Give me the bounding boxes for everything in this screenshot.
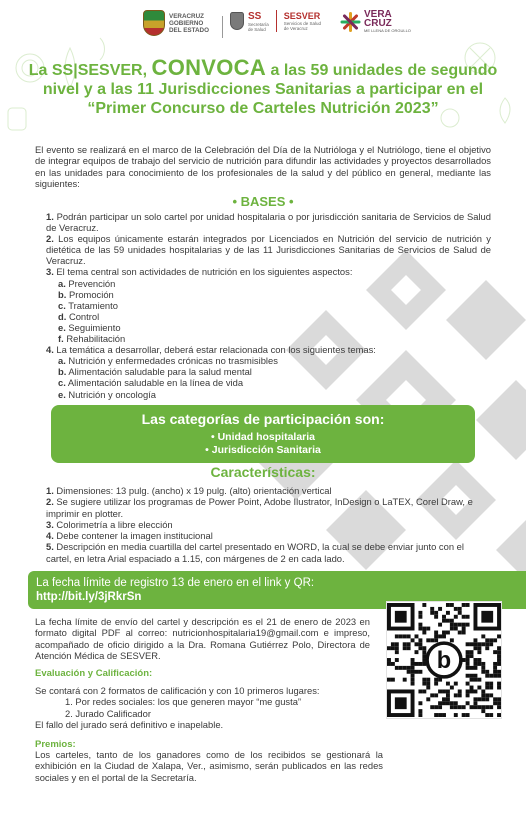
ss-sesver-logo (230, 10, 321, 32)
headline-part-2: a las 59 unidades de segundo nivel y a las 11 Jurisdicciones Sanitarias a participar en el “Primer Concurso de Carteles Nutrición 2023” (42, 62, 498, 117)
caracteristicas-list (46, 485, 491, 564)
ss-emblem-icon (230, 12, 244, 30)
caracteristica-item: 3. Colorimetría a libre elección (46, 518, 173, 530)
bases-subitem: a. Nutrición y enfermedades crónicas no trasmisibles (58, 355, 278, 367)
veracruz-shield-icon (143, 10, 165, 36)
bases-item: 2. Los equipos únicamente estarán integrados por Licenciados en Nutrición del servicio de nutrición y dietética de las 59 unidades hospitalarias y de las 11 Jurisdicciones Sanitarias de Servicios de Salud de Veracruz. (46, 233, 491, 267)
headline (20, 55, 506, 118)
bases-item: 4. La temática a desarrollar, deberá estar relacionada con los siguientes temas: (46, 344, 376, 356)
intro-paragraph: El evento se realizará en el marco de la Celebración del Día de la Nutrióloga y el Nutriólogo, tiene el objetivo de integrar equipos de trabajo del servicio de nutrición para difundir las actividades y proyectos desarrollados en las unidades para conocimiento de los profesionales de la salud y del público en general, mediante las siguientes: (35, 144, 491, 189)
ss-logo-sub-1: Secretaría (248, 21, 269, 27)
deadline-text: La fecha límite de registro 13 de enero en el link y QR: (36, 577, 315, 589)
bases-subitem: e. Seguimiento (58, 321, 121, 333)
veracruz-government-logo (143, 10, 209, 36)
bases-subitem: a. Prevención (58, 277, 116, 289)
sesver-logo-text: SESVER (283, 10, 321, 21)
registration-qr-code[interactable] (386, 601, 502, 719)
veracruz-logo-line-2: GOBIERNO (169, 19, 204, 27)
categories-box (51, 405, 475, 463)
sesver-logo-sub-2: de Veracruz (283, 25, 308, 31)
caracteristica-item: 5. Descripción en media cuartilla del cartel presentado en WORD, la cual se debe enviar junto con el cartel, en letra Arial espaciado a 1.15, con márgenes de 2 en cada lado. (46, 541, 464, 564)
categories-title: Las categorías de participación son: (141, 411, 385, 427)
bases-subitem: d. Control (58, 310, 100, 322)
bases-subitem: b. Promoción (58, 288, 114, 300)
registration-link[interactable]: http://bit.ly/3jRkrSn (36, 591, 142, 603)
headline-convoca: CONVOCA (151, 55, 267, 80)
evaluation-body (35, 685, 375, 731)
veracruz-orgullo-logo (340, 10, 411, 33)
caracteristica-item: 2. Se sugiere utilizar los programas de Power Point, Adobe Ilustrator, InDesign o LaTEX, Corel Draw, e imprimir en plotter. (46, 496, 473, 519)
veracruz-logo-line-3: DEL ESTADO (169, 26, 210, 34)
svg-text:b: b (436, 647, 452, 674)
ss-sesver-divider (276, 10, 277, 32)
category-item: • Jurisdicción Sanitaria (205, 443, 321, 456)
evaluation-title: Evaluación y Calificación: (35, 668, 153, 679)
bases-list (46, 211, 491, 400)
bases-item: 1. Podrán participar un solo cartel por unidad hospitalaria o por jurisdicción sanitaria de Servicios de Salud de Veracruz. (46, 211, 491, 234)
vc-logo-sub: ME LLENA DE ORGULLO (364, 28, 411, 33)
star-burst-icon (340, 12, 360, 32)
bases-item: 3. El tema central son actividades de nutrición en los siguientes aspectos: (46, 266, 353, 278)
vc-logo-line-2: CRUZ (364, 18, 392, 29)
evaluation-item: 2. Jurado Calificador (65, 707, 151, 719)
ss-logo-sub-2: de Salud (248, 26, 266, 32)
logo-divider (222, 16, 223, 38)
vc-logo-line-1: VERA (364, 9, 392, 20)
qr-code-icon (387, 602, 501, 718)
caracteristica-item: 4. Debe contener la imagen institucional (46, 530, 213, 542)
prizes-title: Premios: (35, 739, 76, 750)
category-item: • Unidad hospitalaria (210, 431, 316, 443)
sesver-logo-sub-1: Servicios de Salud (283, 20, 322, 26)
bases-subitem: e. Nutrición y oncología (58, 388, 156, 400)
header-logos (0, 10, 526, 44)
bases-subitem: b. Alimentación saludable para la salud mental (58, 366, 252, 378)
ss-logo-text: SS (248, 10, 262, 22)
bases-subitem: c. Alimentación saludable en la línea de vida (58, 377, 244, 389)
caracteristica-item: 1. Dimensiones: 13 pulg. (ancho) x 19 pulg. (alto) orientación vertical (46, 485, 332, 496)
bases-title: • BASES • (232, 194, 294, 209)
evaluation-item: 1. Por redes sociales: los que generen mayor “me gusta” (65, 696, 302, 708)
prizes-paragraph: Los carteles, tanto de los ganadores como de los recibidos se gestionará la exhibición en la Ciudad de Xalapa, Ver., asimismo, serán publicados en las redes sociales y en el portal de la Secretaría. (35, 749, 383, 783)
bases-subitem: f. Rehabilitación (58, 333, 126, 345)
evaluation-intro: Se contará con 2 formatos de calificación y con 10 primeros lugares: (35, 685, 320, 696)
headline-part-1: La SS|SESVER, (28, 62, 152, 79)
evaluation-footer: El fallo del jurado será definitivo e inapelable. (35, 719, 224, 731)
submission-paragraph: La fecha límite de envío del cartel y descripción es el 21 de enero de 2023 en formato digital PDF al correo: nutricionhospitalaria19@gmail.com e impreso, acompañado de oficio dirigido a la Dra. Romana Gutiérrez Polo, Directora de Atención Médica de SESVER. (35, 616, 370, 661)
veracruz-logo-line-1: VERACRUZ (169, 12, 204, 20)
caracteristicas-title: Características: (210, 464, 316, 480)
bases-subitem: c. Tratamiento (58, 299, 118, 311)
